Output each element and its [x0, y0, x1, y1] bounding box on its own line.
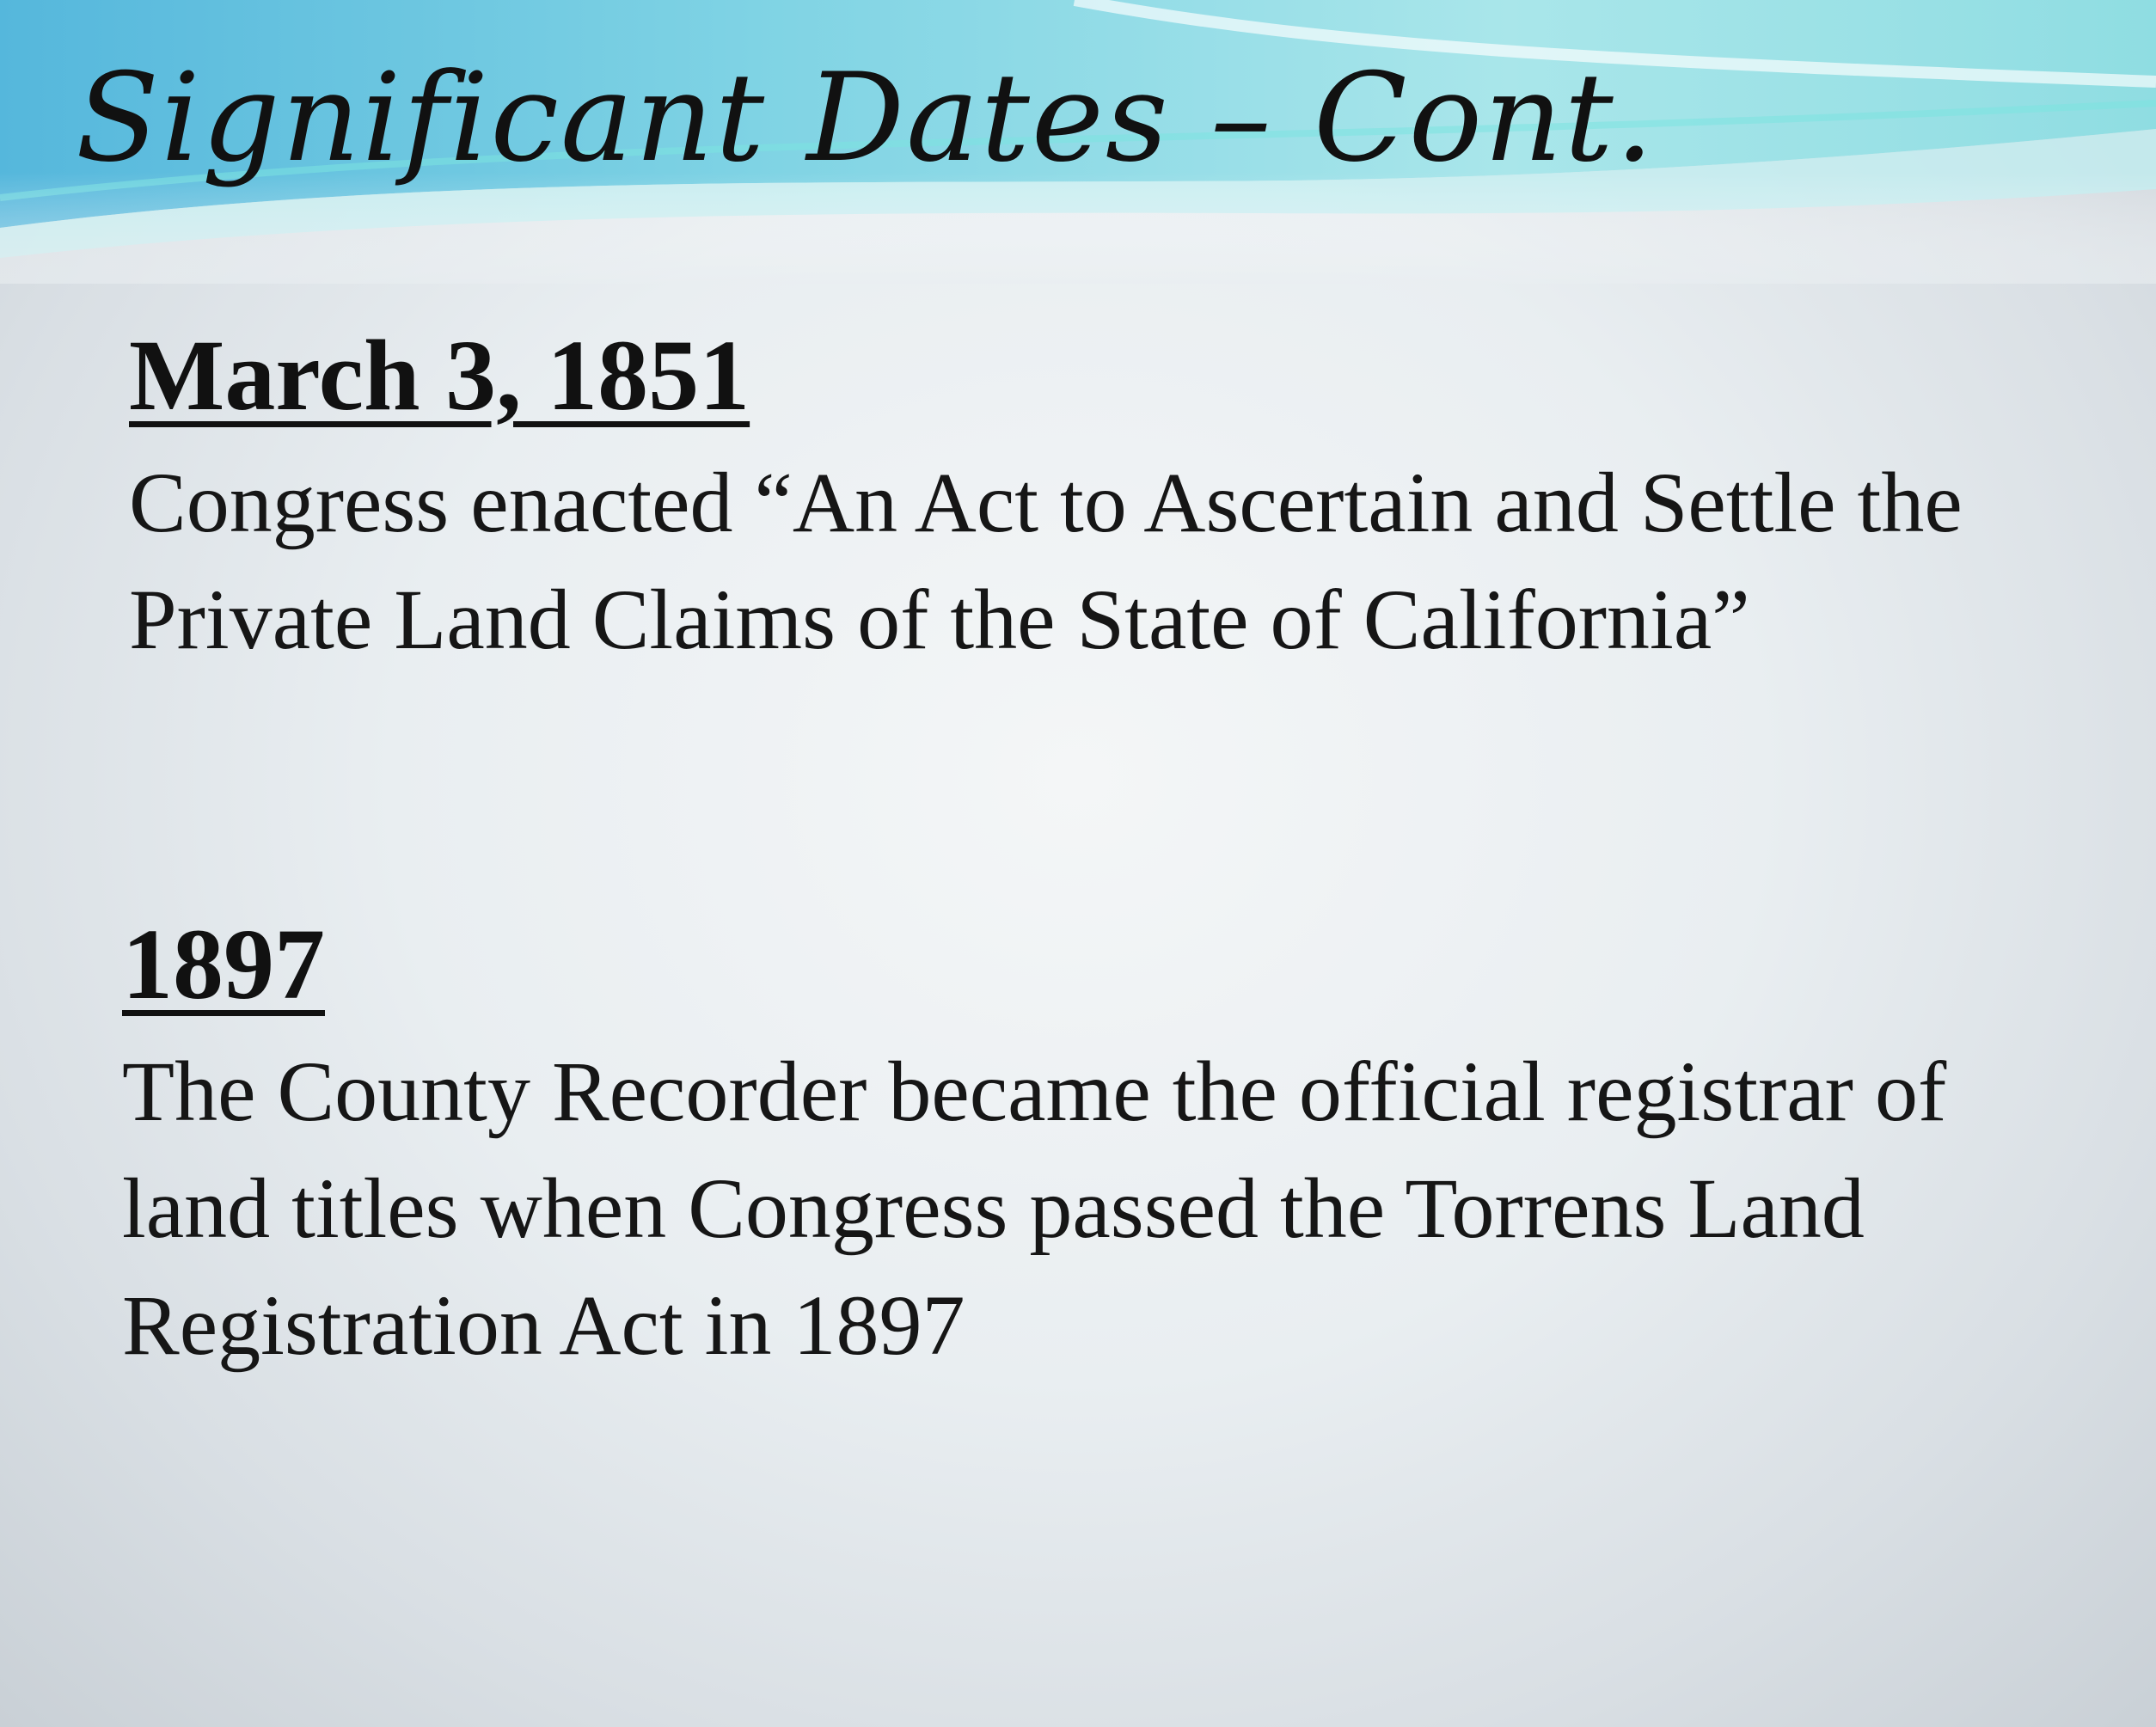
date-entry-1851 — [129, 319, 2063, 678]
slide-title: Significant Dates – Cont. — [76, 47, 1656, 189]
entry-date: 1897 — [122, 908, 325, 1020]
date-entry-1897 — [122, 908, 2056, 1384]
entry-description: Congress enacted “An Act to Ascertain and Settle the Private Land Claims of the State of California” — [129, 454, 1963, 667]
entry-description: The County Recorder became the official registrar of land titles when Congress passed the Torrens Land Registration Act in 1897 — [122, 1043, 1947, 1373]
entry-date: March 3, 1851 — [129, 319, 750, 432]
